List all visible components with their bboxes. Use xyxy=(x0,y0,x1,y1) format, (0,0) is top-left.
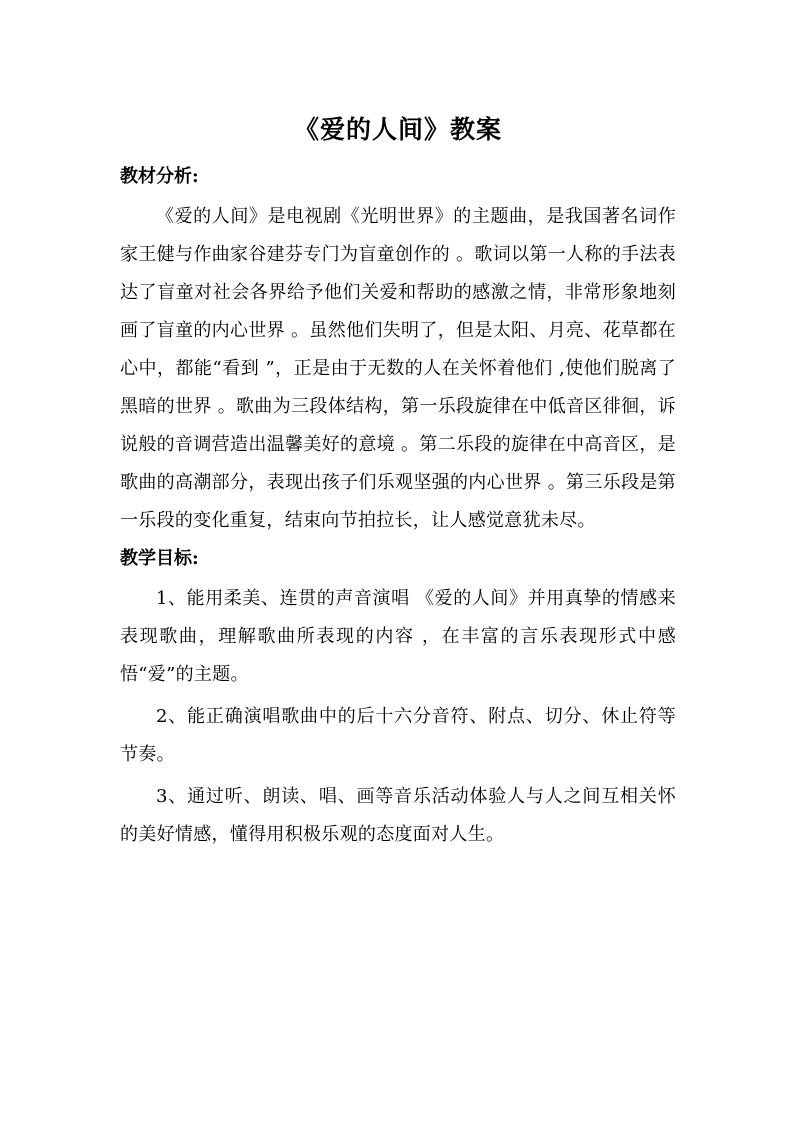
goal-item-2: 2、能正确演唱歌曲中的后十六分音符、附点、切分、休止符等节奏。 xyxy=(120,706,676,765)
section-heading-goals: 教学目标: xyxy=(120,548,199,569)
analysis-paragraph: 《爱的人间》是电视剧《光明世界》的主题曲，是我国著名词作家王健与作曲家谷建芬专门为盲童创作的 。歌词以第一人称的手法表达了盲童对社会各界给予他们关爱和帮助的感激之情，非常形象地刻画了盲童的内心世界 。虽然他们失明了，但是太阳、月亮、花草都在心中，都能“看到 ”，正是由于无数的人在关怀着他们 ,使他们脱离了黑暗的世界 。歌曲为三段体结构，第一乐段旋律在中低音区徘徊，诉说般的音调营造出温馨美好的意境 。第二乐段的旋律在中高音区，是歌曲的高潮部分，表现出孩子们乐观坚强的内心世界 。第三乐段是第一乐段的变化重复，结束向节拍拉长，让人感觉意犹未尽。 xyxy=(120,206,676,531)
section-heading-analysis: 教材分析: xyxy=(120,166,199,187)
goal-item-3: 3、通过听、朗读、唱、画等音乐活动体验人与人之间互相关怀的美好情感，懂得用积极乐观的态度面对人生。 xyxy=(120,786,676,845)
document-page xyxy=(120,112,676,854)
goal-item-1: 1、能用柔美、连贯的声音演唱 《爱的人间》并用真挚的情感来表现歌曲，理解歌曲所表现的内容 ，在丰富的言乐表现形式中感悟“爱”的主题。 xyxy=(120,588,676,685)
document-title: 《爱的人间》教案 xyxy=(293,115,502,144)
